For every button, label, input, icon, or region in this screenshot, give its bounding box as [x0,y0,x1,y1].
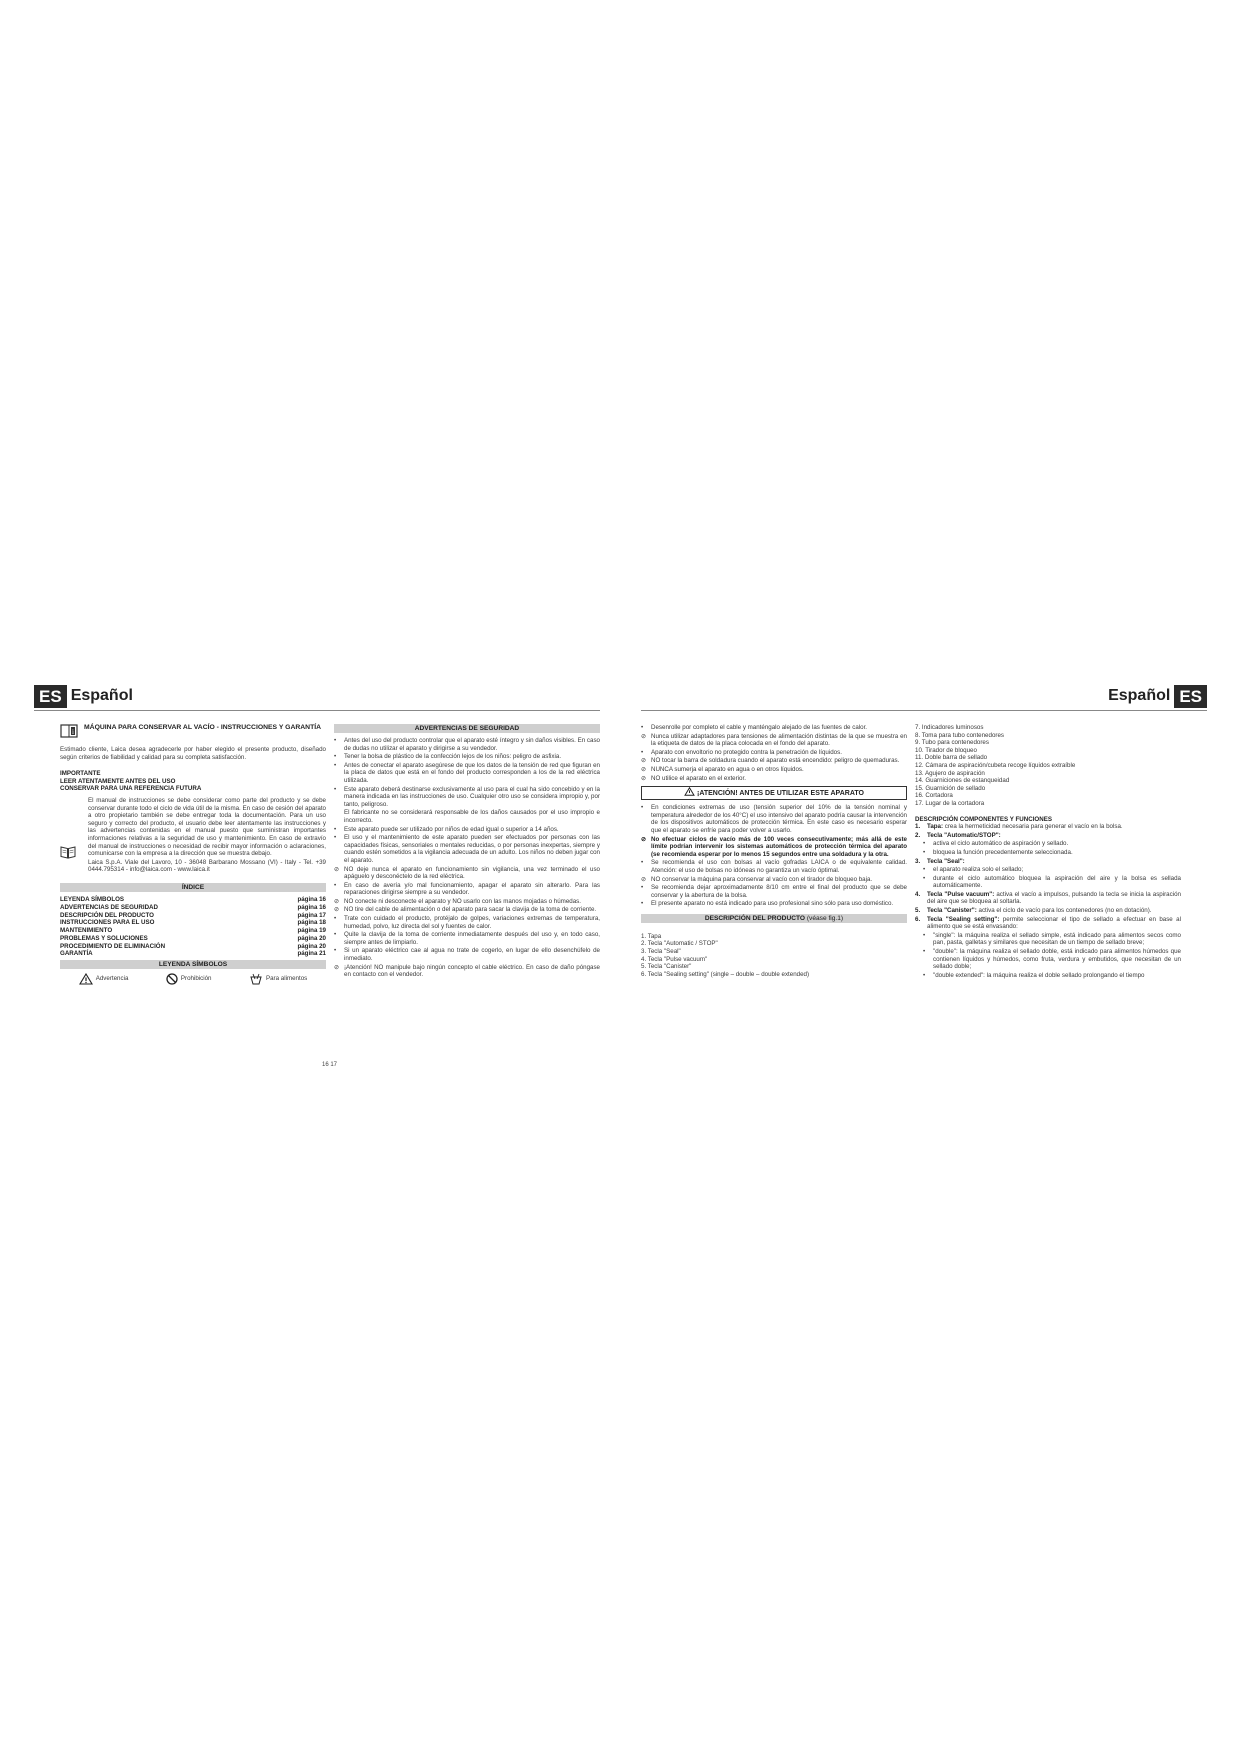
list-item-text: NUNCA sumerja el aparato en agua o en otros líquidos. [651,765,804,773]
part-item: 7. Indicadores luminosos [915,724,984,731]
list-item [334,834,600,864]
list-item-text: ¡Atención! NO manipule bajo ningún concepto el cable eléctrico. En caso de daño póngase en contacto con el vendedor. [344,963,600,979]
list-item [334,753,600,761]
list-item [641,884,907,899]
legend-prohibition [166,973,212,985]
list-item-text: NO conecte ni desconecte el aparato y NO usarlo con las manos mojadas o húmedas. [344,897,581,905]
language-badge: ES [34,685,67,708]
language-title: Español [70,687,133,704]
toc-label: ADVERTENCIAS DE SEGURIDAD [60,903,158,911]
bullet-marker: • [923,948,926,956]
bullet-marker: • [334,825,337,833]
toc-label: INSTRUCCIONES PARA EL USO [60,919,155,927]
function-item [915,891,1181,906]
bullet-marker: • [923,840,926,848]
list-item [641,733,907,748]
legend-warning-label: Advertencia [95,975,129,983]
description-heading [641,914,907,923]
list-item [334,882,600,897]
column-warnings [641,724,907,978]
description-heading-text: DESCRIPCIÓN DEL PRODUCTO [704,914,805,922]
bullet-marker: • [923,874,926,882]
part-item: 6. Tecla "Sealing setting" (single – double – double extended) [641,970,810,978]
toc-row [60,919,326,927]
function-item [915,823,1181,831]
bullet-marker: • [641,724,644,731]
list-item-text: Quite la clavija de la toma de corriente inmediatamente después del uso y, en todo caso, siempre antes de limpiarlo. [344,931,600,946]
function-sub-item [915,972,1181,980]
symbol-legend [60,973,326,985]
list-item [641,804,907,834]
bullet-marker: • [334,834,337,842]
bullet-marker: • [334,785,337,793]
language-title-right: Español [1108,687,1171,704]
bullet-marker: • [334,931,337,939]
function-sub-text: activa el ciclo automático de aspiración y sellado. [933,840,1069,848]
list-item [334,931,600,946]
toc-row [60,927,326,935]
list-item-text: No efectuar ciclos de vacío más de 100 veces consecutivamente; más allá de este límite podrían intervenir los sistemas automáticos de protección térmica del aparato (se recomienda esperar por lo menos 15 segundos entre una soldadura y la otra. [651,835,907,858]
list-item-text: Antes de conectar el aparato asegúrese de que los datos de la tensión de red que figuran en la placa de datos que está en el fondo del producto corresponden a los de la red eléctrica utilizada. [344,761,600,784]
list-item [334,809,600,824]
function-text: permite seleccionar el tipo de sellado a efectuar en base al alimento que se está envasando: [927,915,1181,931]
manual-text: El manual de instrucciones se debe considerar como parte del producto y se debe conservar durante todo el ciclo de vida útil de la misma. En caso de cesión del aparato a otro propietario también se debe entregar toda la documentación. Para un uso seguro y correcto del producto, el usuario debe leer atentamente las instrucciones y las advertencias contenidas en el manual puesto que suministran importantes informaciones relativas a la seguridad de uso y mantenimiento. En caso de extravío del manual de instrucciones o necesidad de recibir mayor información o aclaraciones, comunicarse con la empresa a la dirección que se muestra debajo. [88,796,326,858]
list-item [641,900,907,908]
prohibition-icon: ⊘ [334,906,340,914]
intro-text: Estimado cliente, Laica desea agradecerle por haber elegido el presente producto, diseñado según criterios de fiabilidad y calidad para su completa satisfacción. [60,746,326,761]
list-item [641,876,907,884]
function-sub-text: "single": la máquina realiza el sellado simple, está indicado para alimentos secos como pan, pasta, galletas y similares que necesitan de un tiempo de sellado breve; [933,931,1181,947]
function-label: Tecla "Sealing setting": [927,915,1000,923]
part-item: 10. Tirador de bloqueo [915,746,977,754]
toc-row [60,935,326,943]
list-item [334,915,600,930]
list-item-text: NO utilice el aparato en el exterior. [651,774,746,782]
parts-list-a [641,933,907,979]
part-item: 14. Guarniciones de estanqueidad [915,777,1010,785]
part-item: 3. Tecla "Seal" [641,948,681,956]
function-item [915,907,1181,915]
toc-label: GARANTÍA [60,950,93,958]
list-item [641,766,907,774]
toc-page: página 21 [297,950,326,958]
part-item: 15. Guarnición de sellado [915,784,986,792]
bullet-marker: • [334,737,337,744]
toc-label: MANTENIMIENTO [60,927,113,935]
list-item-text: El presente aparato no está indicado para uso profesional sino sólo para uso doméstico. [651,900,894,908]
toc-page: página 16 [297,895,326,903]
bullet-marker: • [334,915,337,923]
attention-heading-text: ¡ATENCIÓN! ANTES DE UTILIZAR ESTE APARATO [696,790,864,798]
function-sub-item [915,840,1181,848]
function-sub-text: "double extended": la máquina realiza el doble sellado prolongando el tiempo [933,971,1145,979]
page-numbers: 16 17 [322,1062,338,1068]
toc-label: PROCEDIMIENTO DE ELIMINACIÓN [60,942,166,950]
list-item-text: Antes del uso del producto controlar que el aparato esté íntegro y sin daños visibles. En caso de dudas no utilizar el aparato y dirigirse a su vendedor. [344,737,600,752]
function-label: Tecla "Canister": [927,907,977,915]
list-item-text: El uso y el mantenimiento de este aparato pueden ser efectuados por personas con las capacidades físicas, sensoriales o mentales reducidas, o por personas inexpertas, siempre y cuando estén sometidos a la vigilancia adecuada de un adulto. Los niños no deben jugar con el aparato. [344,834,600,864]
prohibition-icon: ⊘ [641,835,647,843]
bullet-marker: • [641,859,644,867]
function-sub-item [915,849,1181,857]
prohibition-icon: ⊘ [334,963,340,971]
list-item [641,724,907,732]
legend-prohibition-label: Prohibición [180,975,212,983]
function-sub-item [915,866,1181,874]
list-item [334,826,600,834]
header-rule-left [34,710,600,711]
list-item-text: Aparato con envoltorio no protegido contra la penetración de líquidos. [651,748,842,756]
bullet-marker: • [641,804,644,812]
food-safe-icon [249,973,263,985]
column-intro [60,724,326,985]
column-functions [915,724,1181,980]
prohibition-icon: ⊘ [334,897,340,905]
bullet-marker: • [334,881,337,889]
important-heading: IMPORTANTE [60,770,101,778]
part-item: 5. Tecla "Canister" [641,963,692,971]
bullet-marker: • [923,848,926,856]
bullet-marker: • [334,947,337,955]
list-item [334,786,600,809]
list-item-text: NO tire del cable de alimentación o del aparato para sacar la clavija de la toma de corriente. [344,906,597,914]
toc-row [60,912,326,920]
bullet-marker: • [641,900,644,908]
attention-heading [641,786,907,800]
function-number: 6. [915,915,921,923]
warnings-list [641,724,907,782]
list-item-text: En caso de avería y/o mal funcionamiento, apagar el aparato sin alterarlo. Para las reparaciones dirigirse siempre a su vendedor. [344,881,600,897]
safety-list [334,737,600,979]
function-sub-item [915,948,1181,971]
function-number: 4. [915,890,921,898]
toc-label: DESCRIPCIÓN DEL PRODUCTO [60,911,154,919]
part-item: 12. Cámara de aspiración/cubeta recoge líquidos extraíble [915,761,1076,769]
toc-row [60,950,326,958]
part-item: 13. Agujero de aspiración [915,769,985,777]
list-item-text: Este aparato puede ser utilizado por niños de edad igual o superior a 14 años. [344,825,559,833]
function-text: activa el vacío a impulsos, pulsando la tecla se inicia la aspiración del aire que se bloquea al soltarla. [927,890,1181,906]
header-left [34,684,137,708]
manual-title: MÁQUINA PARA CONSERVAR AL VACÍO - INSTRUCCIONES Y GARANTÍA [84,724,322,731]
function-sub-text: durante el ciclo automático bloquea la aspiración del aire y la bolsa es sellada automáticamente. [933,874,1181,890]
function-text: activa el ciclo de vacío para los contenedores (no en dotación). [978,907,1152,915]
list-item-text: Trate con cuidado el producto, protéjalo de golpes, variaciones extremas de temperatura, humedad, polvo, luz directa del sol y fuentes de calor. [344,915,600,930]
list-item-text: NO deje nunca el aparato en funcionamiento sin vigilancia, una vez terminado el uso apáguelo y desconéctelo de la red eléctrica. [344,865,600,881]
function-item [915,858,1181,866]
header-rule-right [641,710,1207,711]
function-label: Tecla "Pulse vacuum": [927,890,995,898]
list-item-text: Nunca utilizar adaptadores para tensiones de alimentación distintas de la que se muestra en la etiqueta de datos de la placa colocada en el fondo del aparato. [651,732,907,748]
open-book-icon [60,845,76,859]
part-item: 17. Lugar de la cortadora [915,799,985,807]
bullet-marker: • [641,748,644,756]
list-item [641,836,907,859]
list-item-text: Desenrolle por completo el cable y manténgalo alejado de las fuentes de calor. [651,724,868,731]
info-book-icon [60,724,78,738]
list-item-text: En condiciones extremas de uso (tensión superior del 10% de la tensión nominal y temperatura alrededor de los 40°C) el uso intensivo del aparato podría causar la intervención de los dispositivos automáticos de protección térmica. En este caso es necesario esperar que el aparato se enfríe para poder volver a usarlo. [651,804,907,834]
function-sub-text: bloquea la función precedentemente seleccionada. [933,848,1073,856]
function-sub-text: "double": la máquina realiza el sellado doble, está indicado para alimentos húmedos que contienen líquidos y húmedos, como fruta, verdura y embutidos, que necesitan de un sellado doble; [933,948,1181,971]
list-item [641,859,907,874]
safety-heading: ADVERTENCIAS DE SEGURIDAD [334,724,600,733]
important-keep: CONSERVAR PARA UNA REFERENCIA FUTURA [60,785,202,793]
functions-heading: DESCRIPCIÓN COMPONENTES Y FUNCIONES [915,815,1052,823]
toc-row [60,943,326,951]
list-item [641,775,907,783]
svg-text:i: i [72,728,74,736]
list-item [334,762,600,785]
toc-row [60,904,326,912]
attention-list [641,804,907,908]
function-label: Tecla "Seal": [927,857,965,865]
header-right [1104,684,1207,708]
function-sub-text: el aparato realiza solo el sellado; [933,866,1024,874]
legend-warning [79,973,129,985]
function-item [915,832,1181,840]
function-label: Tecla "Automatic/STOP": [927,831,1001,839]
list-item [334,737,600,752]
warning-icon [684,787,695,796]
important-read: LEER ATENTAMENTE ANTES DEL USO [60,777,176,785]
description-heading-note: (véase fig.1) [806,914,844,922]
function-label: Tapa: [927,823,944,831]
list-item [334,964,600,979]
list-item-text: Tener la bolsa de plástico de la confección lejos de los niños: peligro de asfixia. [344,753,562,761]
toc-page: página 20 [297,934,326,942]
toc-label: LEYENDA SÍMBOLOS [60,895,125,903]
prohibition-icon: ⊘ [641,757,647,765]
list-item [334,898,600,906]
language-badge-right: ES [1174,685,1207,708]
list-item-text: Si un aparato eléctrico cae al agua no trate de cogerlo, en lugar de ello desenchúfelo de inmediato. [344,947,600,963]
list-item [334,866,600,881]
function-item [915,916,1181,931]
prohibition-icon [166,973,178,985]
toc-page: página 16 [297,903,326,911]
toc-page: página 17 [297,911,326,919]
function-sub-item [915,932,1181,947]
prohibition-icon: ⊘ [334,865,340,873]
prohibition-icon: ⊘ [641,732,647,740]
function-sub-item [915,875,1181,890]
bullet-marker: • [334,761,337,769]
bullet-marker: • [923,931,926,939]
bullet-marker: • [641,884,644,892]
prohibition-icon: ⊘ [641,774,647,782]
list-item-text: NO tocar la barra de soldadura cuando el aparato está encendido: peligro de quemaduras. [651,757,900,765]
part-item: 9. Tubo para contenedores [915,739,989,747]
company-address: Laica S.p.A. Viale del Lavoro, 10 - 36048 Barbarano Mossano (VI) - Italy - Tel. +39 0444.795314 - info@laica.com - www.laica.it [88,858,326,874]
bullet-marker: • [334,753,337,761]
functions-list [915,823,1181,979]
toc-label: PROBLEMAS Y SOLUCIONES [60,934,148,942]
index-heading: ÍNDICE [60,883,326,892]
part-item: 8. Toma para tubo contenedores [915,731,1004,739]
warning-icon [79,973,93,985]
legend-heading: LEYENDA SÍMBOLOS [60,960,326,969]
toc-page: página 18 [297,919,326,927]
table-of-contents [60,896,326,958]
part-item: 11. Doble barra de sellado [915,754,988,762]
part-item: 4. Tecla "Pulse vacuum" [641,955,708,963]
list-item-text: Se recomienda dejar aproximadamente 8/10 cm entre el final del producto que se debe conservar y la abertura de la bolsa. [651,884,907,899]
list-item-text: NO conservar la máquina para conservar al vacío con el tirador de bloqueo baja. [651,875,873,883]
function-text: crea la hermeticidad necesaria para generar el vacío en la bolsa. [944,823,1123,831]
bullet-marker: • [923,866,926,874]
part-item: 16. Cortadora [915,792,953,800]
parts-list-b [915,724,1181,808]
list-item [641,749,907,757]
list-item [334,906,600,914]
prohibition-icon: ⊘ [641,875,647,883]
toc-row [60,896,326,904]
prohibition-icon: ⊘ [641,765,647,773]
function-number: 5. [915,907,921,915]
column-safety [334,724,600,980]
part-item: 1. Tapa [641,932,662,940]
list-item [334,947,600,962]
list-item-text: Se recomienda el uso con bolsas al vacío gofradas LAICA o de equivalente calidad. Atención: el uso de bolsas no idóneas no garantiza un vacío óptimal. [651,859,907,874]
function-number: 2. [915,831,921,839]
function-number: 1. [915,823,921,831]
toc-page: página 20 [297,942,326,950]
list-item-text: El fabricante no se considerará responsable de los daños causados por el uso impropio e incorrecto. [344,809,600,824]
bullet-marker: • [923,971,926,979]
list-item-text: Este aparato deberá destinarse exclusivamente al uso para el cual ha sido concebido y en la manera indicada en las instrucciones de uso. Cualquier otro uso se considera impropio y, por tanto, peligroso. [344,785,600,808]
function-number: 3. [915,857,921,865]
list-item [641,757,907,765]
legend-food [249,973,307,985]
legend-food-label: Para alimentos [265,975,308,983]
toc-page: página 19 [297,927,326,935]
part-item: 2. Tecla "Automatic / STOP" [641,940,718,948]
